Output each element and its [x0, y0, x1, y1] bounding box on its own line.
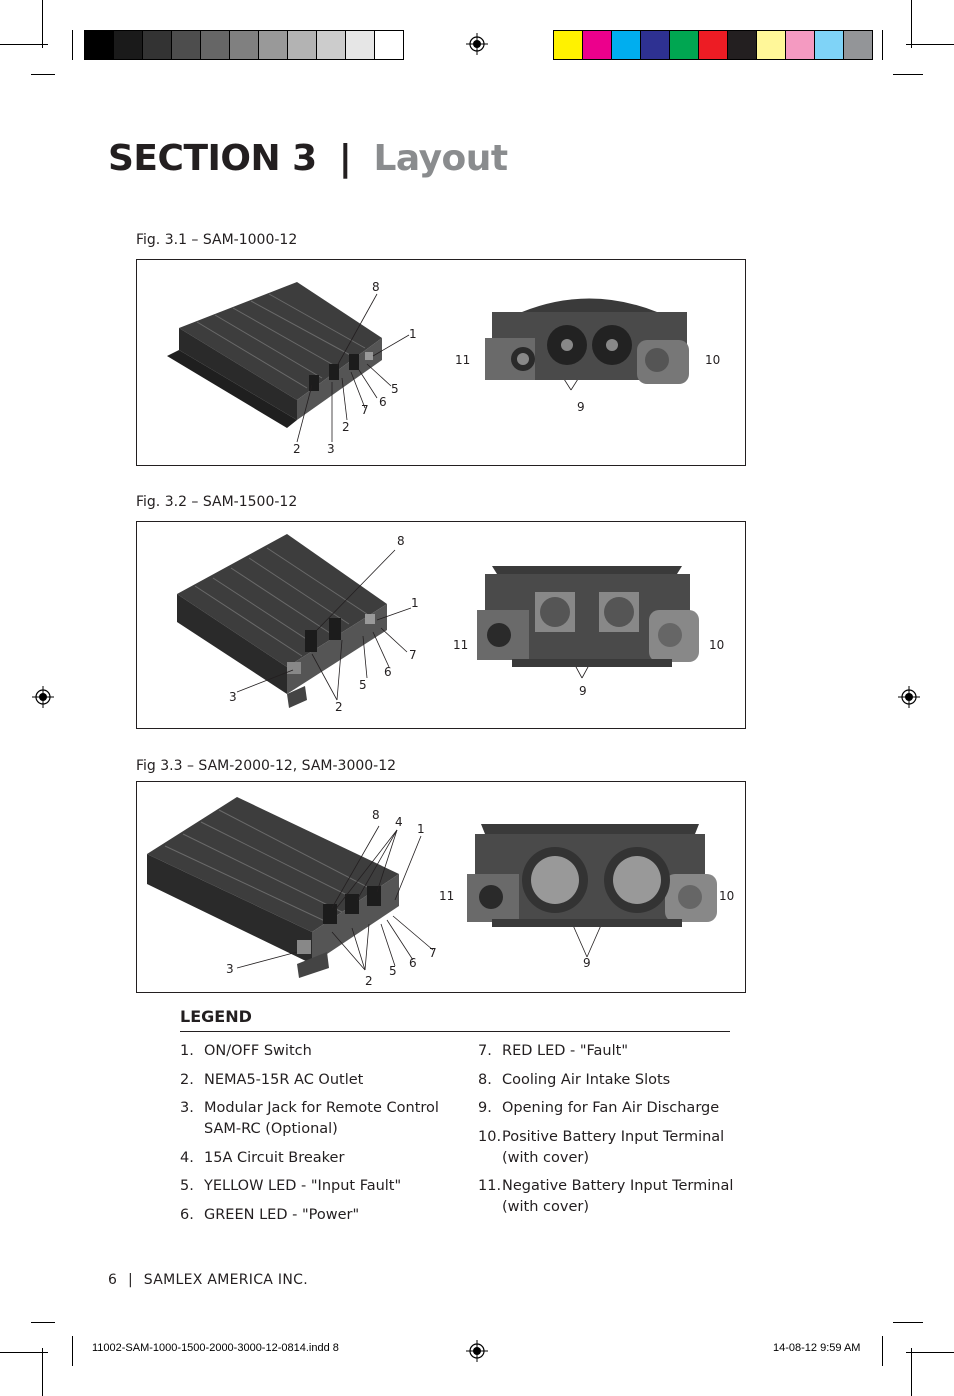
color-swatch [317, 31, 346, 59]
callout-8: 8 [397, 534, 405, 548]
legend-number: 11. [478, 1178, 502, 1194]
crop-mark [893, 74, 923, 75]
color-swatch [172, 31, 201, 59]
crop-mark [42, 1348, 43, 1396]
legend-text: YELLOW LED - "Input Fault" [204, 1178, 402, 1194]
footer-separator: | [127, 1272, 134, 1288]
inverter-illustration [137, 782, 745, 992]
inverter-top-view [177, 534, 387, 708]
callout-4: 4 [395, 815, 403, 829]
legend-number: 7. [478, 1043, 492, 1059]
crop-mark [882, 30, 883, 60]
inverter-top-view [147, 797, 399, 978]
color-swatch [375, 31, 403, 59]
crop-mark [42, 0, 43, 48]
inverter-rear-view [477, 566, 699, 667]
legend-text: Modular Jack for Remote Control SAM-RC (Optional) [204, 1100, 439, 1137]
callout-5: 5 [359, 678, 367, 692]
callout-8: 8 [372, 280, 380, 294]
callout-6: 6 [379, 395, 387, 409]
print-slug-filename: 11002-SAM-1000-1500-2000-3000-12-0814.indd 8 [92, 1342, 339, 1354]
inverter-rear-view [467, 824, 717, 927]
legend-text: RED LED - "Fault" [502, 1043, 629, 1059]
color-swatch [346, 31, 375, 59]
figure-caption: Fig. 3.2 – SAM-1500-12 [136, 494, 298, 510]
callout-8: 8 [372, 808, 380, 822]
color-swatch-bar [553, 30, 873, 60]
callout-6: 6 [409, 956, 417, 970]
crop-mark [0, 44, 48, 45]
color-swatch [554, 31, 583, 59]
inverter-top-view [167, 282, 382, 428]
color-swatch [612, 31, 641, 59]
crop-mark [882, 1336, 883, 1366]
title-separator: | [338, 138, 352, 179]
registration-mark-icon [32, 686, 54, 708]
figure-caption: Fig. 3.1 – SAM-1000-12 [136, 232, 298, 248]
figure-3-1 [136, 259, 746, 466]
inverter-rear-view [485, 299, 689, 385]
color-swatch [757, 31, 786, 59]
callout-3: 3 [229, 690, 237, 704]
callout-2: 2 [335, 700, 343, 714]
callout-5: 5 [391, 382, 399, 396]
callout-10: 10 [719, 889, 735, 903]
company-name: SAMLEX AMERICA INC. [143, 1272, 308, 1288]
legend-text: Cooling Air Intake Slots [502, 1072, 671, 1088]
crop-mark [911, 1348, 912, 1396]
callout-9: 9 [579, 684, 587, 698]
callout-2: 2 [365, 974, 373, 988]
figure-caption: Fig 3.3 – SAM-2000-12, SAM-3000-12 [136, 758, 397, 774]
legend-text: Opening for Fan Air Discharge [502, 1100, 720, 1116]
crop-mark [72, 1336, 73, 1366]
callout-11: 11 [455, 353, 471, 367]
legend-number: 9. [478, 1100, 492, 1116]
crop-mark [31, 1322, 55, 1323]
print-slug-date: 14-08-12 9:59 AM [773, 1342, 861, 1354]
page-title [108, 138, 508, 179]
callout-5: 5 [389, 964, 397, 978]
color-swatch [143, 31, 172, 59]
inverter-illustration [137, 260, 745, 465]
crop-mark [72, 30, 73, 60]
registration-mark-icon [466, 33, 488, 55]
color-swatch [85, 31, 114, 59]
legend-text: Negative Battery Input Terminal (with cover) [502, 1178, 734, 1215]
legend-number: 5. [180, 1178, 194, 1194]
section-number: SECTION 3 [108, 138, 317, 179]
crop-mark [893, 1322, 923, 1323]
callout-11: 11 [439, 889, 455, 903]
callout-1: 1 [411, 596, 419, 610]
legend-number: 6. [180, 1207, 194, 1223]
legend-text: NEMA5-15R AC Outlet [204, 1072, 364, 1088]
legend-text: 15A Circuit Breaker [204, 1150, 345, 1166]
callout-6: 6 [384, 665, 392, 679]
crop-mark [906, 44, 954, 45]
figure-3-3 [136, 781, 746, 993]
color-swatch [230, 31, 259, 59]
color-swatch [786, 31, 815, 59]
legend-text: ON/OFF Switch [204, 1043, 312, 1059]
callout-11: 11 [453, 638, 469, 652]
callout-9: 9 [577, 400, 585, 414]
color-swatch [641, 31, 670, 59]
legend-divider [180, 1031, 730, 1032]
color-swatch [583, 31, 612, 59]
color-swatch [670, 31, 699, 59]
color-swatch [114, 31, 143, 59]
gray-swatch-bar [84, 30, 404, 60]
legend-title: LEGEND [180, 1007, 252, 1026]
color-swatch [815, 31, 844, 59]
color-swatch [201, 31, 230, 59]
callout-3: 3 [226, 962, 234, 976]
crop-mark [0, 1352, 48, 1353]
legend-number: 3. [180, 1100, 194, 1116]
color-swatch [288, 31, 317, 59]
figure-3-2 [136, 521, 746, 729]
callout-10: 10 [705, 353, 721, 367]
callout-3: 3 [327, 442, 335, 456]
callout-2: 2 [342, 420, 350, 434]
section-subtitle: Layout [373, 138, 508, 179]
callout-9: 9 [583, 956, 591, 970]
page-number: 6 [108, 1272, 118, 1288]
callout-1: 1 [417, 822, 425, 836]
legend-number: 4. [180, 1150, 194, 1166]
callout-10: 10 [709, 638, 725, 652]
legend-text: GREEN LED - "Power" [204, 1207, 360, 1223]
registration-mark-icon [898, 686, 920, 708]
legend-number: 1. [180, 1043, 194, 1059]
callout-2: 2 [293, 442, 301, 456]
crop-mark [911, 0, 912, 48]
legend-number: 2. [180, 1072, 194, 1088]
color-swatch [728, 31, 757, 59]
page-footer [108, 1272, 308, 1288]
legend-number: 10. [478, 1129, 502, 1145]
legend-number: 8. [478, 1072, 492, 1088]
callout-7: 7 [409, 648, 417, 662]
crop-mark [31, 74, 55, 75]
legend-text: Positive Battery Input Terminal (with cover) [502, 1129, 725, 1166]
crop-mark [906, 1352, 954, 1353]
color-swatch [844, 31, 872, 59]
color-swatch [699, 31, 728, 59]
callout-7: 7 [429, 946, 437, 960]
registration-mark-icon [466, 1340, 488, 1362]
color-swatch [259, 31, 288, 59]
callout-7: 7 [361, 403, 369, 417]
callout-1: 1 [409, 327, 417, 341]
